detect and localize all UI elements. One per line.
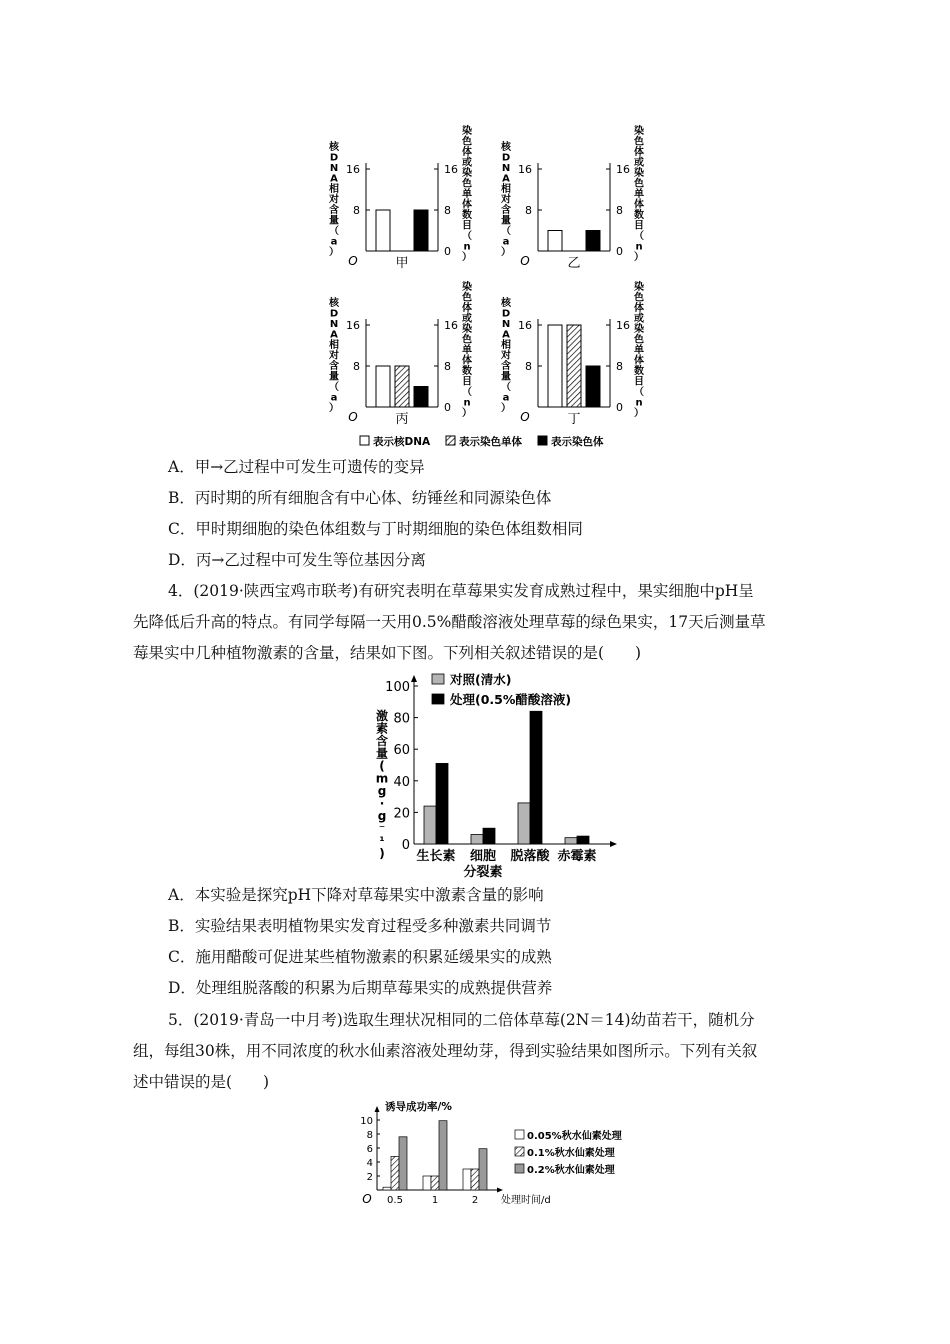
- bar-series-3: [399, 1137, 407, 1190]
- right-axis-label: 染色体或染色单体数目（ n ）: [462, 126, 472, 263]
- tick-label-right: 8: [616, 360, 623, 373]
- bar-chromatid: [567, 325, 581, 407]
- legend-swatch: [515, 1147, 524, 1156]
- bar-series-1: [383, 1187, 391, 1190]
- y-tick-label: 60: [393, 743, 410, 759]
- y-axis-label: 诱导成功率/%: [385, 1101, 452, 1113]
- hormone-chart: [370, 668, 620, 880]
- origin-label: O: [520, 410, 530, 424]
- legend-label: 表示染色体: [551, 436, 604, 448]
- colchicine-chart: [355, 1100, 645, 1212]
- legend-swatch: [538, 436, 547, 445]
- y-axis-label: 激素含量( m g · g ⁻ ¹ ): [375, 709, 389, 861]
- y-tick-label: 20: [393, 806, 410, 822]
- q5-line-3: 述中错误的是( ): [133, 1073, 270, 1091]
- left-axis-label: 核 D N A 相对含量（ a ）: [329, 298, 339, 414]
- tick-label-right: 0: [444, 245, 451, 258]
- q4-line-2: 先降低后升高的特点。有同学每隔一天用0.5%醋酸溶液处理草莓的绿色果实，17天后测量草: [133, 613, 766, 631]
- legend-label: 0.2%秋水仙素处理: [527, 1165, 615, 1176]
- legend-label: 对照(清水): [450, 672, 512, 687]
- origin-label: O: [348, 410, 358, 424]
- tick-label-right: 0: [616, 245, 623, 258]
- bar-control: [424, 806, 436, 844]
- bar-dna: [376, 366, 390, 407]
- bar-dna: [376, 210, 390, 251]
- q4-line-3: 莓果实中几种植物激素的含量，结果如下图。下列相关叙述错误的是( ): [133, 644, 642, 662]
- bar-treated: [436, 763, 448, 844]
- bar-treated: [577, 836, 589, 844]
- q4-option-a: A．本实验是探究pH下降对草莓果实中激素含量的影响: [168, 886, 544, 904]
- bar-chromosome: [586, 366, 600, 407]
- bar-dna: [548, 231, 562, 252]
- y-tick-label: 8: [366, 1130, 373, 1141]
- bar-chromatid: [395, 366, 409, 407]
- y-tick-label: 4: [366, 1158, 373, 1169]
- bar-series-1: [423, 1176, 431, 1190]
- panel-name: 乙: [567, 256, 581, 271]
- x-tick-label: 赤霉素: [557, 849, 597, 864]
- x-axis-arrow: [497, 1188, 503, 1193]
- tick-label-left: 8: [525, 204, 532, 217]
- tick-label-right: 0: [444, 401, 451, 414]
- bar-chromosome: [414, 387, 428, 408]
- tick-label-left: 8: [353, 360, 360, 373]
- tick-label-left: 16: [518, 163, 532, 176]
- x-tick-label: 分裂素: [463, 865, 503, 880]
- q4-option-b: B．实验结果表明植物果实发育过程受多种激素共同调节: [168, 917, 552, 935]
- tick-label-left: 16: [346, 319, 360, 332]
- left-axis-label: 核 D N A 相对含量（ a ）: [501, 298, 511, 414]
- bar-control: [518, 803, 530, 844]
- panel-name: 丙: [395, 412, 409, 427]
- x-tick-label: 脱落酸: [510, 849, 550, 864]
- legend-swatch: [515, 1130, 524, 1139]
- panel-name: 甲: [395, 256, 409, 271]
- y-tick-label: 10: [360, 1116, 373, 1127]
- x-tick-label: 细胞: [469, 849, 497, 864]
- panel-name: 丁: [567, 412, 581, 427]
- origin-label: O: [348, 254, 358, 268]
- legend-label: 表示染色单体: [459, 436, 522, 448]
- legend-label: 0.1%秋水仙素处理: [527, 1148, 615, 1159]
- bar-series-2: [391, 1156, 399, 1190]
- legend-label: 0.05%秋水仙素处理: [527, 1131, 622, 1142]
- legend-swatch: [432, 694, 444, 704]
- q4-line-1: 4．(2019·陕西宝鸡市联考)有研究表明在草莓果实发育成熟过程中，果实细胞中pH呈: [168, 582, 754, 600]
- q3-option-b: B．丙时期的所有细胞含有中心体、纺锤丝和同源染色体: [168, 489, 552, 507]
- x-axis-label: 处理时间/d: [501, 1195, 551, 1206]
- x-tick-label: 1: [431, 1195, 439, 1206]
- y-axis-arrow: [411, 675, 417, 682]
- tick-label-right: 16: [444, 319, 458, 332]
- bar-control: [471, 835, 483, 844]
- tick-label-left: 8: [525, 360, 532, 373]
- legend-swatch: [446, 436, 455, 445]
- tick-label-right: 8: [444, 360, 451, 373]
- bar-series-2: [431, 1176, 439, 1190]
- fig1-legend: [360, 435, 604, 448]
- bar-series-1: [463, 1169, 471, 1190]
- q5-line-2: 组，每组30株，用不同浓度的秋水仙素溶液处理幼芽，得到实验结果如图所示。下列有关叙: [133, 1042, 758, 1060]
- x-tick-label: 2: [471, 1195, 479, 1206]
- y-tick-label: 2: [366, 1172, 373, 1183]
- bar-series-3: [479, 1149, 487, 1190]
- tick-label-left: 8: [353, 204, 360, 217]
- tick-label-right: 16: [616, 163, 630, 176]
- right-axis-label: 染色体或染色单体数目（ n ）: [634, 126, 644, 263]
- y-axis-arrow: [375, 1106, 380, 1112]
- legend-swatch: [360, 436, 369, 445]
- bar-chromosome: [414, 210, 428, 251]
- tick-label-right: 8: [616, 204, 623, 217]
- chromosome-dna-figure: [320, 120, 650, 455]
- tick-label-left: 16: [346, 163, 360, 176]
- legend-label: 处理(0.5%醋酸溶液): [450, 692, 572, 707]
- right-axis-label: 染色体或染色单体数目（ n ）: [462, 282, 472, 419]
- bar-treated: [483, 828, 495, 844]
- tick-label-right: 16: [444, 163, 458, 176]
- q3-option-c: C．甲时期细胞的染色体组数与丁时期细胞的染色体组数相同: [168, 520, 583, 538]
- left-axis-label: 核 D N A 相对含量（ a ）: [329, 142, 339, 258]
- q3-option-d: D．丙→乙过程中可发生等位基因分离: [168, 551, 426, 569]
- tick-label-right: 0: [616, 401, 623, 414]
- tick-label-left: 16: [518, 319, 532, 332]
- q4-option-c: C．施用醋酸可促进某些植物激素的积累延缓果实的成熟: [168, 948, 552, 966]
- right-axis-label: 染色体或染色单体数目（ n ）: [634, 282, 644, 419]
- q5-line-1: 5．(2019·青岛一中月考)选取生理状况相同的二倍体草莓(2N＝14)幼苗若干，随机分: [168, 1011, 755, 1029]
- origin-label: O: [362, 1192, 372, 1206]
- y-tick-label: 100: [385, 680, 410, 695]
- y-tick-label: 80: [393, 711, 410, 727]
- x-axis-arrow: [610, 841, 617, 847]
- bar-treated: [530, 711, 542, 844]
- bar-series-2: [471, 1169, 479, 1190]
- tick-label-right: 16: [616, 319, 630, 332]
- bar-control: [565, 838, 577, 844]
- q3-option-a: A．甲→乙过程中可发生可遗传的变异: [168, 458, 425, 476]
- y-tick-label: 40: [393, 774, 410, 790]
- panel-1: [328, 124, 472, 271]
- legend-swatch: [515, 1164, 524, 1173]
- panel-4: [500, 280, 644, 427]
- bar-dna: [548, 325, 562, 407]
- q4-option-d: D．处理组脱落酸的积累为后期草莓果实的成熟提供营养: [168, 979, 553, 997]
- legend-label: 表示核DNA: [373, 436, 431, 448]
- x-tick-label: 生长素: [416, 849, 456, 864]
- tick-label-right: 8: [444, 204, 451, 217]
- bar-chromosome: [586, 231, 600, 252]
- origin-label: O: [520, 254, 530, 268]
- panel-3: [328, 280, 472, 427]
- legend-swatch: [432, 674, 444, 684]
- panel-2: [500, 124, 644, 271]
- x-tick-label: 0.5: [387, 1195, 403, 1206]
- left-axis-label: 核 D N A 相对含量（ a ）: [501, 142, 511, 258]
- bar-series-3: [439, 1121, 447, 1190]
- y-tick-label: 0: [401, 838, 410, 853]
- y-tick-label: 6: [366, 1144, 373, 1155]
